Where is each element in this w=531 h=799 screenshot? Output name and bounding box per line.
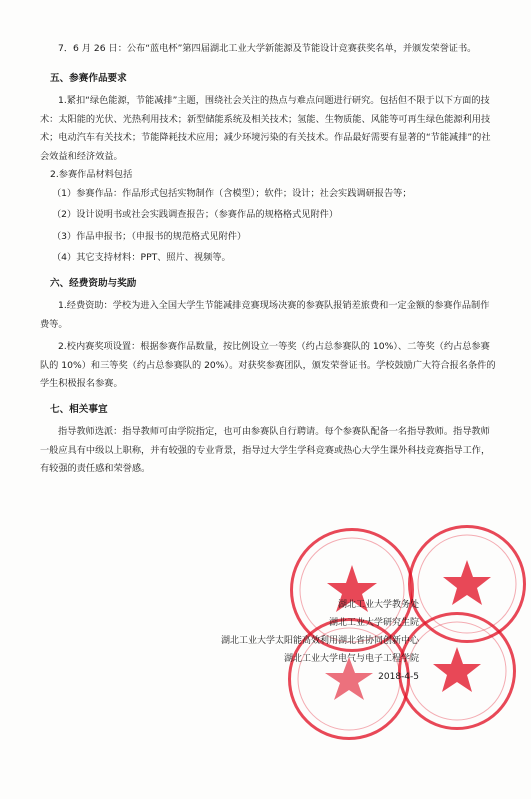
document-body [40,40,498,479]
section-7-heading: 七、相关事宜 [50,403,108,415]
signature-block [119,596,419,686]
section-5-item-2: 2.参赛作品材料包括 [50,169,133,180]
section-6-item-1: 1.经费资助：学校为进入全国大学生节能减排竞赛现场决赛的参赛队报销差旅费和一定金额的参赛作品制作费等。 [40,300,490,330]
signature-line-1: 湖北工业大学教务处 [337,600,419,610]
signature-line-4: 湖北工业大学电气与电子工程学院 [283,654,419,664]
material-item-1: （1）参赛作品：作品形式包括实物制作（含模型）；软件；设计；社会实践调研报告等； [52,187,412,199]
signature-line-2: 湖北工业大学研究生院 [328,618,419,628]
section-6-item-2: 2.校内赛奖项设置：根据参赛作品数量，按比例设立一等奖（约占总参赛队的 10%）、二等奖（约占总参赛队的 10%）和三等奖（约占总参赛队的 20%）。对获奖参赛团队，颁发荣誉证书。学校鼓励广大符合报名条件的学生积极报名参赛。 [40,341,496,389]
material-item-4: （4）其它支持材料：PPT、照片、视频等。 [52,252,231,263]
material-item-2: （2）设计说明书或社会实践调查报告；（参赛作品的规格格式见附件） [52,209,339,220]
section-5-item-1: 1.紧扣“绿色能源，节能减排”主题，围绕社会关注的热点与难点问题进行研究。包括但不限于以下方面的技术：太阳能的光伏、光热利用技术；新型储能系统及相关技术；氢能、生物质能、风能等可再生绿色能源利用技术；电动汽车有关技术；节能降耗技术应用；减少环境污染的有关技术。作品最好需要有显著的“节能减排”的社会效益和经济效益。 [40,95,491,162]
section-5-heading: 五、参赛作品要求 [50,72,127,84]
section-6-heading: 六、经费资助与奖励 [50,277,137,289]
signature-line-3: 湖北工业大学太阳能高效利用湖北省协同创新中心 [220,636,419,646]
material-item-3: （3）作品申报书；（申报书的规范格式见附件） [52,230,247,242]
section-7-item-1: 指导教师选派：指导教师可由学院指定，也可由参赛队自行聘请。每个参赛队配备一名指导教师。指导教师一般应具有中级以上职称，并有较强的专业背景，指导过大学生学科竞赛或热心大学生课外科技竞赛指导工作，有较强的责任感和荣誉感。 [40,426,491,474]
signature-date: 2018-4-5 [378,672,419,682]
schedule-item-7: 7．6 月 26 日：公布“蓝电杯”第四届湖北工业大学新能源及节能设计竞赛获奖名单，并颁发荣誉证书。 [58,43,477,54]
